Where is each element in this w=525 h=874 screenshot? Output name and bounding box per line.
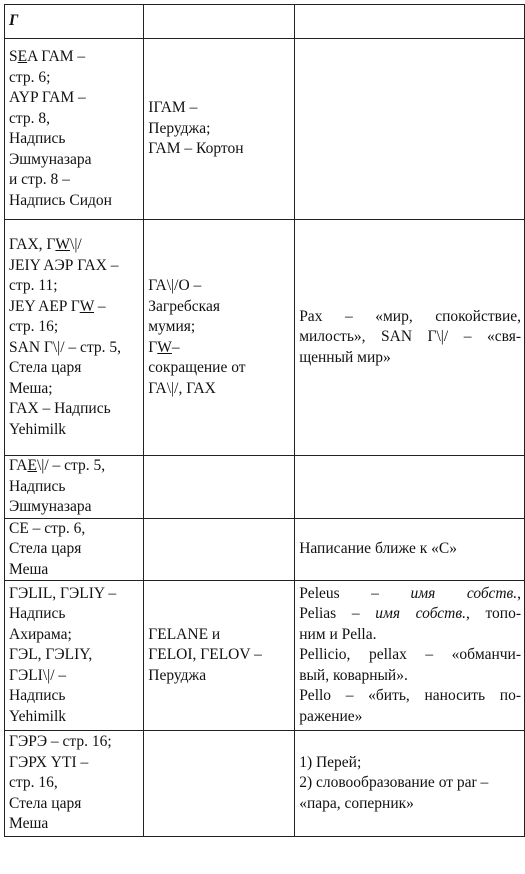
cell-line <box>9 11 140 32</box>
table-row <box>5 5 525 39</box>
table-cell-col2 <box>144 456 295 519</box>
text-segment: Pelias – <box>299 605 376 623</box>
text-segment: Надпись <box>9 605 66 623</box>
text-segment: Yehimilk <box>9 420 66 438</box>
text-segment: IГАМ – <box>148 99 198 117</box>
text-segment: ним и Pella. <box>299 625 377 643</box>
text-segment: A ГАМ – <box>27 48 86 65</box>
cell-line <box>148 276 291 297</box>
table-cell-col3 <box>295 581 525 731</box>
underlined-text: W <box>157 338 172 356</box>
cell-line <box>9 539 140 560</box>
cell-line <box>9 297 140 318</box>
text-segment: , <box>517 584 522 602</box>
text-segment: Pellicio, pellax – «обманчи- <box>299 646 521 664</box>
text-segment: 1) Перей; <box>299 753 362 771</box>
cell-line <box>299 327 521 348</box>
text-segment: S <box>9 48 18 65</box>
text-segment: стр. 11; <box>9 277 58 294</box>
text-segment: Стела царя <box>9 540 82 557</box>
text-segment: JEIY AЭР ГАХ – <box>9 256 119 274</box>
table-cell-col3 <box>295 518 525 581</box>
text-segment: Pello – «бить, наносить по- <box>299 687 521 705</box>
text-segment: – <box>171 338 180 356</box>
cell-line <box>9 477 140 498</box>
table-cell-col2 <box>144 581 295 731</box>
table-cell-col2 <box>144 39 295 220</box>
cell-line <box>9 794 140 815</box>
cell-line <box>9 379 140 400</box>
text-segment: – <box>94 297 106 315</box>
table-cell-col3 <box>295 5 525 39</box>
text-segment: «пара, соперник» <box>299 794 414 812</box>
cell-line <box>9 150 140 171</box>
cell-line <box>9 129 140 150</box>
text-segment: Написание ближе к «С» <box>299 540 457 557</box>
cell-line <box>148 98 291 119</box>
text-segment: Стела царя <box>9 794 82 812</box>
table-cell-col3 <box>295 456 525 519</box>
cell-line <box>9 420 140 441</box>
text-segment: \|/ – стр. 5, <box>36 457 106 474</box>
text-segment: ГЭLIL, ГЭLIY – <box>9 584 117 602</box>
text-segment: Надпись <box>9 687 66 705</box>
table-row <box>5 39 525 220</box>
cell-line <box>299 584 521 605</box>
text-segment: \|/ <box>70 236 82 253</box>
cell-line <box>9 814 140 835</box>
cell-line <box>9 456 140 477</box>
text-segment: ГАХ, Г <box>9 236 56 253</box>
cell-line <box>9 753 140 774</box>
cell-line <box>9 47 140 68</box>
cell-line <box>148 297 291 318</box>
table-cell-col1 <box>5 731 144 837</box>
text-segment: Эшмуназара <box>9 150 92 168</box>
text-segment: вый, коварный». <box>299 666 408 684</box>
table-cell-col1 <box>5 581 144 731</box>
text-segment: стр. 16, <box>9 774 58 792</box>
cell-line <box>148 119 291 140</box>
cell-line <box>9 560 140 581</box>
cell-line <box>299 645 521 666</box>
document-table <box>4 4 525 837</box>
text-segment: ГА\|/O – <box>148 277 202 294</box>
text-segment: Надпись Сидон <box>9 191 112 209</box>
cell-line <box>9 519 140 540</box>
cell-line <box>9 645 140 666</box>
text-segment: Надпись <box>9 130 66 147</box>
cell-line <box>9 399 140 420</box>
text-segment: SAN Г\|/ – стр. 5, <box>9 338 122 356</box>
italic-text: имя собств. <box>410 584 518 602</box>
table-cell-col2 <box>144 220 295 456</box>
cell-line <box>9 109 140 130</box>
cell-line <box>9 256 140 277</box>
italic-text: имя собств. <box>375 605 466 623</box>
cell-line <box>9 276 140 297</box>
text-segment: Надпись <box>9 477 66 495</box>
cell-line <box>299 348 521 369</box>
text-segment: Г <box>148 338 158 356</box>
text-segment: ГELANE и <box>148 625 221 643</box>
cell-line <box>148 666 291 687</box>
text-segment: Меша <box>9 815 49 833</box>
cell-line <box>299 539 521 560</box>
text-segment: Рах – «мир, спокойствие, <box>299 307 521 325</box>
text-segment: ГЭРЭ – стр. 16; <box>9 733 112 751</box>
cell-line <box>9 604 140 625</box>
cell-line <box>299 625 521 646</box>
text-segment: Эшмуназара <box>9 498 92 515</box>
underlined-text: W <box>79 297 95 315</box>
text-segment: ражение» <box>299 707 363 725</box>
cell-line <box>9 707 140 728</box>
cell-line <box>299 666 521 687</box>
cell-line <box>148 379 291 400</box>
cell-line <box>9 68 140 89</box>
table-cell-col1 <box>5 456 144 519</box>
cell-line <box>9 732 140 753</box>
text-segment: ГА <box>9 457 28 474</box>
table-body <box>5 5 525 837</box>
text-segment: сокращение от <box>148 359 246 376</box>
cell-line <box>299 794 521 815</box>
text-segment: CE – стр. 6, <box>9 519 86 537</box>
table-row <box>5 731 525 837</box>
text-segment: стр. 6; <box>9 68 51 86</box>
cell-line <box>299 686 521 707</box>
text-segment: Меша <box>9 560 49 578</box>
text-segment: ГА\|/, ГАХ <box>148 379 216 397</box>
cell-line <box>148 338 291 359</box>
text-segment: Загребская <box>148 297 220 315</box>
text-segment: стр. 8, <box>9 109 50 127</box>
cell-line <box>9 625 140 646</box>
text-segment: ГЭРХ YTI – <box>9 753 89 771</box>
cell-line <box>9 235 140 256</box>
text-segment: AYP ГАМ – <box>9 89 86 106</box>
cell-line <box>9 773 140 794</box>
table-row <box>5 220 525 456</box>
table-cell-col3 <box>295 220 525 456</box>
text-segment: JEY AEP Г <box>9 297 80 315</box>
cell-line <box>9 317 140 338</box>
table-row <box>5 518 525 581</box>
cell-line <box>299 707 521 728</box>
text-segment: ГЭL, ГЭLIY, <box>9 646 93 664</box>
underlined-text: E <box>27 457 37 474</box>
cell-line <box>9 584 140 605</box>
text-segment: милость», SAN Г\|/ – «свя- <box>299 328 521 346</box>
text-segment: , топо- <box>465 605 522 623</box>
text-segment: ГELOI, ГELOV – <box>148 646 262 664</box>
table-cell-col2 <box>144 518 295 581</box>
table-row <box>5 456 525 519</box>
text-segment: ГЭLI\|/ – <box>9 666 67 684</box>
cell-line <box>9 497 140 518</box>
cell-line <box>299 753 521 774</box>
cell-line <box>148 645 291 666</box>
cell-line <box>9 338 140 359</box>
underlined-text: W <box>55 236 71 253</box>
text-segment: Стела царя <box>9 359 82 376</box>
table-cell-col1 <box>5 518 144 581</box>
text-segment: Г <box>9 12 19 30</box>
table-cell-col1 <box>5 39 144 220</box>
cell-line <box>299 773 521 794</box>
table-cell-col3 <box>295 731 525 837</box>
cell-line <box>9 191 140 212</box>
cell-line <box>148 625 291 646</box>
text-segment: Yehimilk <box>9 707 66 725</box>
cell-line <box>9 666 140 687</box>
cell-line <box>148 139 291 160</box>
cell-line <box>299 604 521 625</box>
table-row <box>5 581 525 731</box>
cell-line <box>9 170 140 191</box>
text-segment: мумия; <box>148 318 196 335</box>
text-segment: ГАМ – Кортон <box>148 140 244 158</box>
text-segment: стр. 16; <box>9 318 59 335</box>
cell-line <box>148 358 291 379</box>
cell-line <box>148 317 291 338</box>
table-cell-col2 <box>144 5 295 39</box>
cell-line <box>9 686 140 707</box>
text-segment: Ахирама; <box>9 625 72 643</box>
text-segment: Peleus – <box>299 584 411 602</box>
table-cell-col3 <box>295 39 525 220</box>
underlined-text: E <box>17 48 28 65</box>
table-cell-col1 <box>5 5 144 39</box>
table-cell-col1 <box>5 220 144 456</box>
text-segment: ГАХ – Надпись <box>9 400 111 417</box>
text-segment: Перуджа; <box>148 119 211 137</box>
text-segment: Перуджа <box>148 666 207 684</box>
table-cell-col2 <box>144 731 295 837</box>
text-segment: 2) словообразование от par – <box>299 774 489 792</box>
cell-line <box>299 307 521 328</box>
cell-line <box>9 88 140 109</box>
cell-line <box>9 358 140 379</box>
text-segment: и стр. 8 – <box>9 171 70 188</box>
text-segment: щенный мир» <box>299 348 391 366</box>
text-segment: Меша; <box>9 379 53 397</box>
